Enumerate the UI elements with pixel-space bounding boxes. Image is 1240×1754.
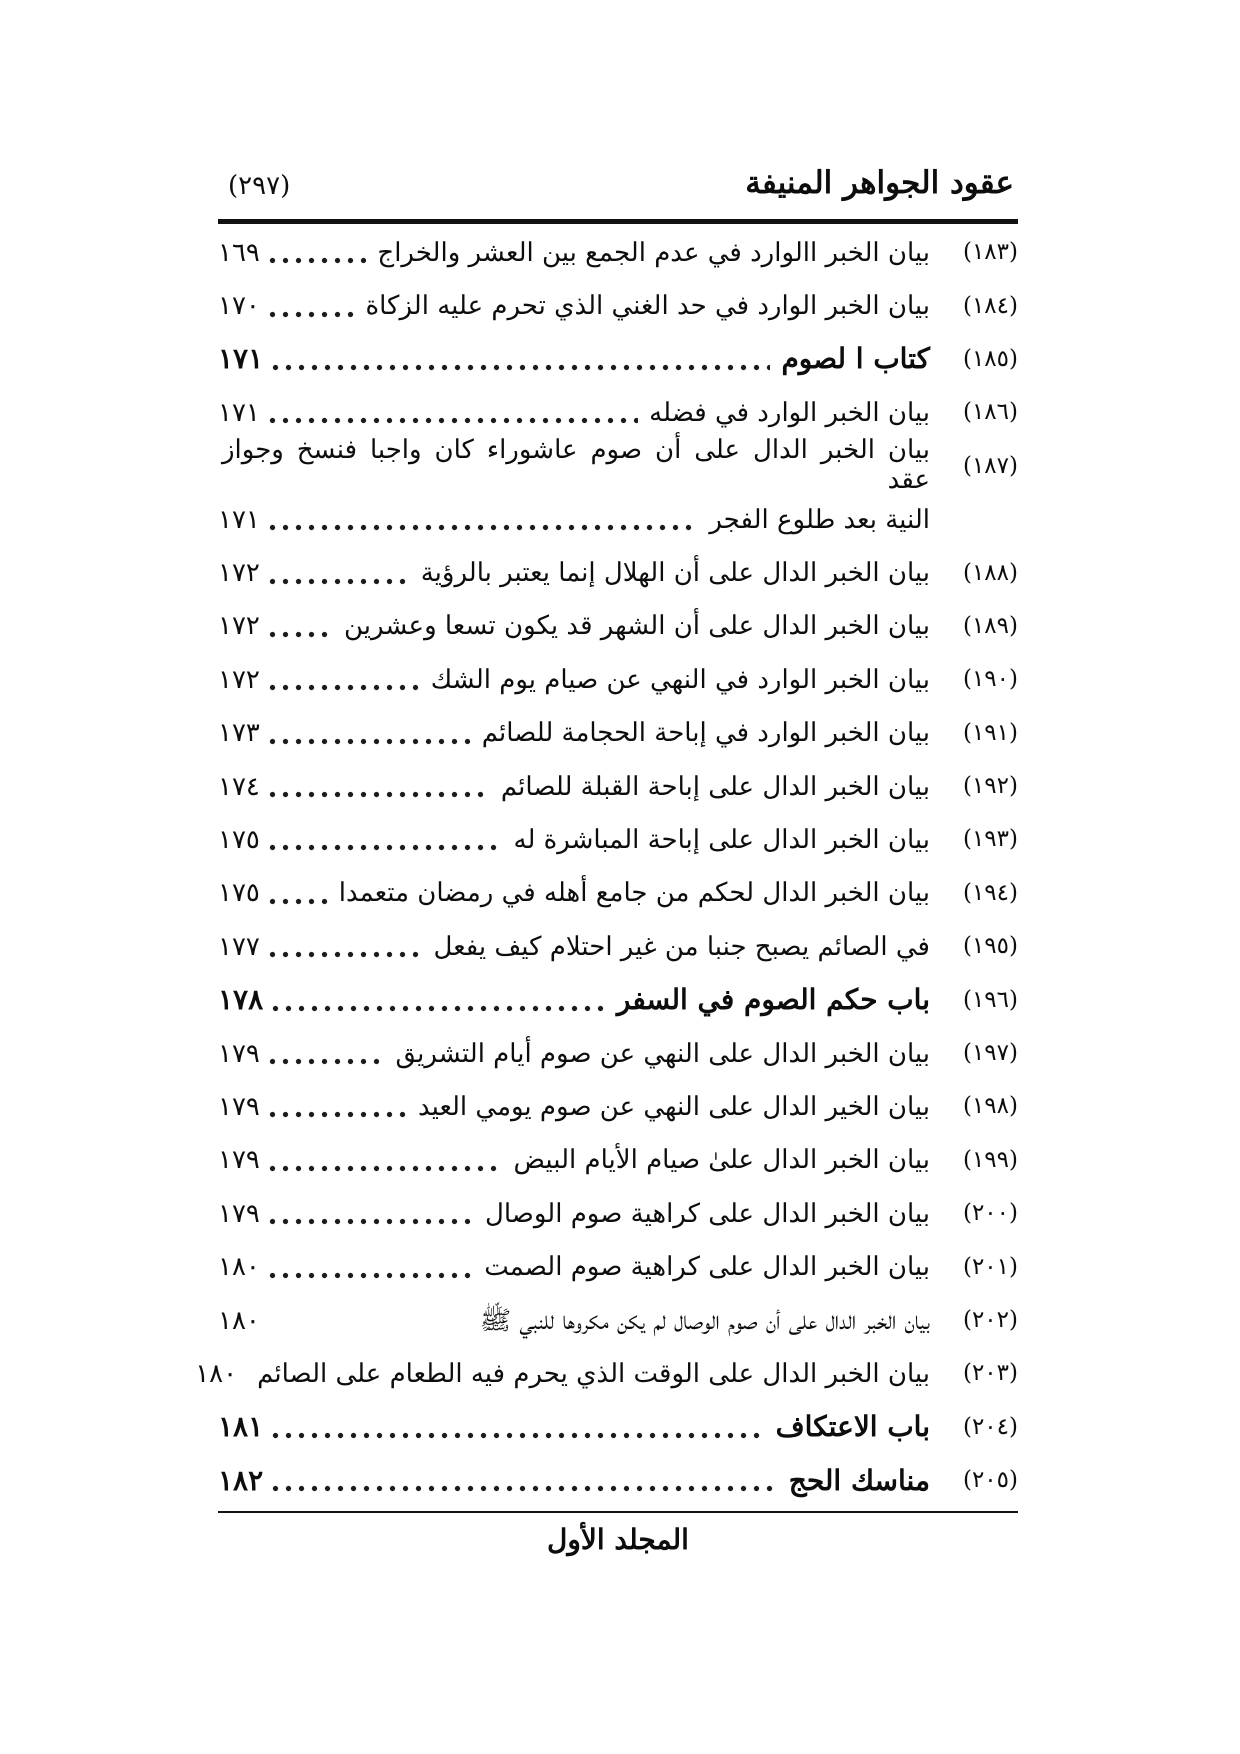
toc-entry-number: (٢٠٠) (962, 1200, 1018, 1227)
dotted-leader (272, 1005, 606, 1012)
toc-row (218, 1027, 1018, 1080)
toc-row (218, 435, 1018, 496)
dotted-leader (269, 791, 490, 798)
toc-entry-page: ١٧٢ (218, 558, 260, 589)
toc-entry-number: (١٩٦) (962, 986, 1018, 1013)
toc-entry-page: ١٧١ (218, 504, 260, 535)
toc-row (218, 279, 1018, 332)
toc-entry-number: (١٨٣) (962, 239, 1018, 266)
toc-entry-number: (١٨٨) (962, 559, 1018, 586)
toc-entry-number: (١٩٣) (962, 826, 1018, 853)
toc-row (218, 867, 1018, 920)
toc-entry-page: ١٦٩ (218, 237, 260, 268)
toc-entry-number: (٢٠٢) (962, 1307, 1018, 1333)
toc-row (218, 653, 1018, 706)
dotted-leader (269, 1058, 385, 1065)
toc-entry-page: ١٧٩ (218, 1198, 260, 1229)
toc-entry-page: ١٧٣ (218, 718, 260, 749)
toc-row (218, 1134, 1018, 1187)
toc-entry-page: ١٨٢ (218, 1463, 264, 1497)
toc-entry-title: بيان الخبر الدال على أن الهلال إنما يعتبر بالرؤية (420, 558, 930, 589)
toc-entry-number: (١٩٧) (962, 1040, 1018, 1067)
toc-entry-title: مناسك الحج (788, 1463, 930, 1497)
table-of-contents (195, 226, 1018, 1507)
toc-entry-number: (١٩٠) (962, 666, 1018, 693)
toc-entry-title: بيان الخبر الدال على كراهية صوم الوصال (484, 1198, 930, 1229)
dotted-leader (272, 364, 770, 371)
dotted-leader (269, 578, 410, 585)
toc-entry-title: بيان الخبر الدال علىٰ صيام الأيام البيض (513, 1145, 930, 1176)
toc-row (218, 813, 1018, 866)
toc-entry-number: (٢٠٣) (962, 1360, 1018, 1387)
toc-row (218, 226, 1018, 279)
toc-entry-title: في الصائم يصبح جنبا من غير احتلام كيف يفعل (433, 931, 930, 962)
toc-entry-page: ١٧٥ (218, 878, 260, 909)
toc-entry-title: باب حكم الصوم في السفر (616, 983, 930, 1017)
toc-entry-number: (١٨٩) (962, 612, 1018, 639)
toc-entry-number: (١٩٢) (962, 773, 1018, 800)
toc-entry-page: ١٧٨ (218, 983, 264, 1017)
toc-row (218, 600, 1018, 653)
dotted-leader (269, 844, 503, 851)
toc-entry-page: ١٧٩ (218, 1091, 260, 1122)
volume-label: المجلد الأول (547, 1523, 689, 1557)
toc-entry-title: بيان الخبر الوارد في فضله (649, 397, 930, 428)
dotted-leader (269, 684, 420, 691)
toc-entry-page: ١٧٧ (218, 931, 260, 962)
toc-entry-title: بيان الخبر الدال على إباحة المباشرة له (513, 824, 930, 855)
toc-entry-title: بيان الخبر الوارد في إباحة الحجامة للصائم (481, 718, 930, 749)
toc-entry-page: ١٧١ (218, 397, 260, 428)
toc-entry-page: ١٧١ (218, 342, 264, 376)
toc-entry-title: النية بعد طلوع الفجر (709, 504, 930, 535)
toc-row (218, 1294, 1018, 1347)
toc-row (218, 333, 1018, 386)
dotted-leader (269, 311, 355, 318)
toc-entry-page: ١٨١ (218, 1410, 264, 1444)
toc-row (218, 386, 1018, 439)
toc-entry-title: بيان الخبر الدال على أن صوم عاشوراء كان واجبا فنسخ وجواز عقد (222, 435, 930, 496)
toc-entry-number: (١٩٤) (962, 879, 1018, 906)
dotted-leader (269, 417, 638, 424)
page-number: (٢٩٧) (228, 171, 291, 201)
toc-entry-page: ١٨٠ (195, 1358, 238, 1389)
toc-entry-page: ١٨٠ (218, 1252, 260, 1283)
toc-entry-number: (١٩٨) (962, 1093, 1018, 1120)
toc-entry-page: ١٧٥ (218, 824, 260, 855)
toc-row (195, 1347, 1018, 1400)
toc-row (218, 1401, 1018, 1454)
dotted-leader (269, 1165, 503, 1172)
footer-rule (218, 1511, 1018, 1513)
toc-entry-title: بيان الخير الدال على النهي عن صوم يومي العيد (417, 1091, 930, 1122)
toc-entry-number: (٢٠١) (962, 1253, 1018, 1280)
dotted-leader (269, 1325, 469, 1332)
page-header (218, 165, 1018, 201)
dotted-leader (269, 1218, 474, 1225)
toc-row (218, 546, 1018, 599)
dotted-leader (269, 738, 471, 745)
toc-entry-title: بيان الخبر الدال على أن صوم الوصال لم يكن مكروها للنبي ﷺ (479, 1305, 930, 1336)
dotted-leader (269, 524, 698, 531)
dotted-leader (269, 257, 367, 264)
toc-entry-number: (٢٠٥) (962, 1467, 1018, 1494)
toc-entry-title: باب الاعتكاف (775, 1410, 930, 1444)
toc-entry-title: بيان الخبر الدال لحكم من جامع أهله في رمضان متعمدا (338, 878, 930, 909)
toc-row (218, 920, 1018, 973)
toc-entry-number: (١٨٦) (962, 399, 1018, 426)
toc-entry-title: بيان الخبر الدال على كراهية صوم الصمت (484, 1252, 930, 1283)
toc-entry-title: بيان الخبر الوارد في النهي عن صيام يوم الشك (430, 664, 930, 695)
toc-entry-page: ١٧٩ (218, 1038, 260, 1069)
toc-entry-page: ١٧٢ (218, 664, 260, 695)
toc-entry-number: (٢٠٤) (962, 1413, 1018, 1440)
toc-entry-title: بيان الخبر الدال على أن الشهر قد يكون تسعا وعشرين (343, 611, 930, 642)
toc-entry-number: (١٩٥) (962, 933, 1018, 960)
book-title: عقود الجواهر المنيفة (745, 165, 1014, 201)
toc-entry-title: بيان الخبر الدال على النهي عن صوم أيام التشريق (395, 1038, 930, 1069)
toc-row (218, 973, 1018, 1026)
toc-entry-page: ١٧٤ (218, 771, 260, 802)
toc-entry-number: (١٩١) (962, 719, 1018, 746)
dotted-leader (269, 1272, 473, 1279)
toc-entry-page: ١٧٢ (218, 611, 260, 642)
toc-entry-title: كتاب ا لصوم (781, 342, 930, 376)
toc-entry-number: (١٨٥) (962, 345, 1018, 372)
dotted-leader (269, 1111, 407, 1118)
toc-entry-title: بيان الخبر الدال على إباحة القبلة للصائم (500, 771, 930, 802)
page-content (195, 165, 1018, 1557)
toc-entry-title: بيان الخبر الوارد في حد الغني الذي تحرم عليه الزكاة (365, 291, 930, 322)
toc-row (218, 1240, 1018, 1293)
toc-row (218, 1187, 1018, 1240)
toc-row (218, 760, 1018, 813)
toc-entry-number: (١٩٩) (962, 1146, 1018, 1173)
dotted-leader (269, 898, 328, 905)
header-double-rule (218, 219, 1018, 224)
toc-row (218, 1454, 1018, 1507)
toc-entry-number: (١٨٤) (962, 292, 1018, 319)
dotted-leader (272, 1432, 765, 1439)
toc-row (218, 1080, 1018, 1133)
toc-entry-title: بيان الخبر االوارد في عدم الجمع بين العشر والخراج (377, 237, 930, 268)
dotted-leader (269, 631, 333, 638)
dotted-leader (269, 951, 423, 958)
dotted-leader (272, 1485, 778, 1492)
toc-row (218, 707, 1018, 760)
toc-row (218, 493, 1018, 546)
toc-entry-page: ١٧٩ (218, 1145, 260, 1176)
toc-entry-page: ١٨٠ (218, 1305, 260, 1336)
toc-entry-page: ١٧٠ (218, 291, 260, 322)
toc-entry-number: (١٨٧) (962, 452, 1018, 479)
toc-entry-title: بيان الخبر الدال على الوقت الذي يحرم فيه الطعام على الصائم (257, 1358, 930, 1389)
